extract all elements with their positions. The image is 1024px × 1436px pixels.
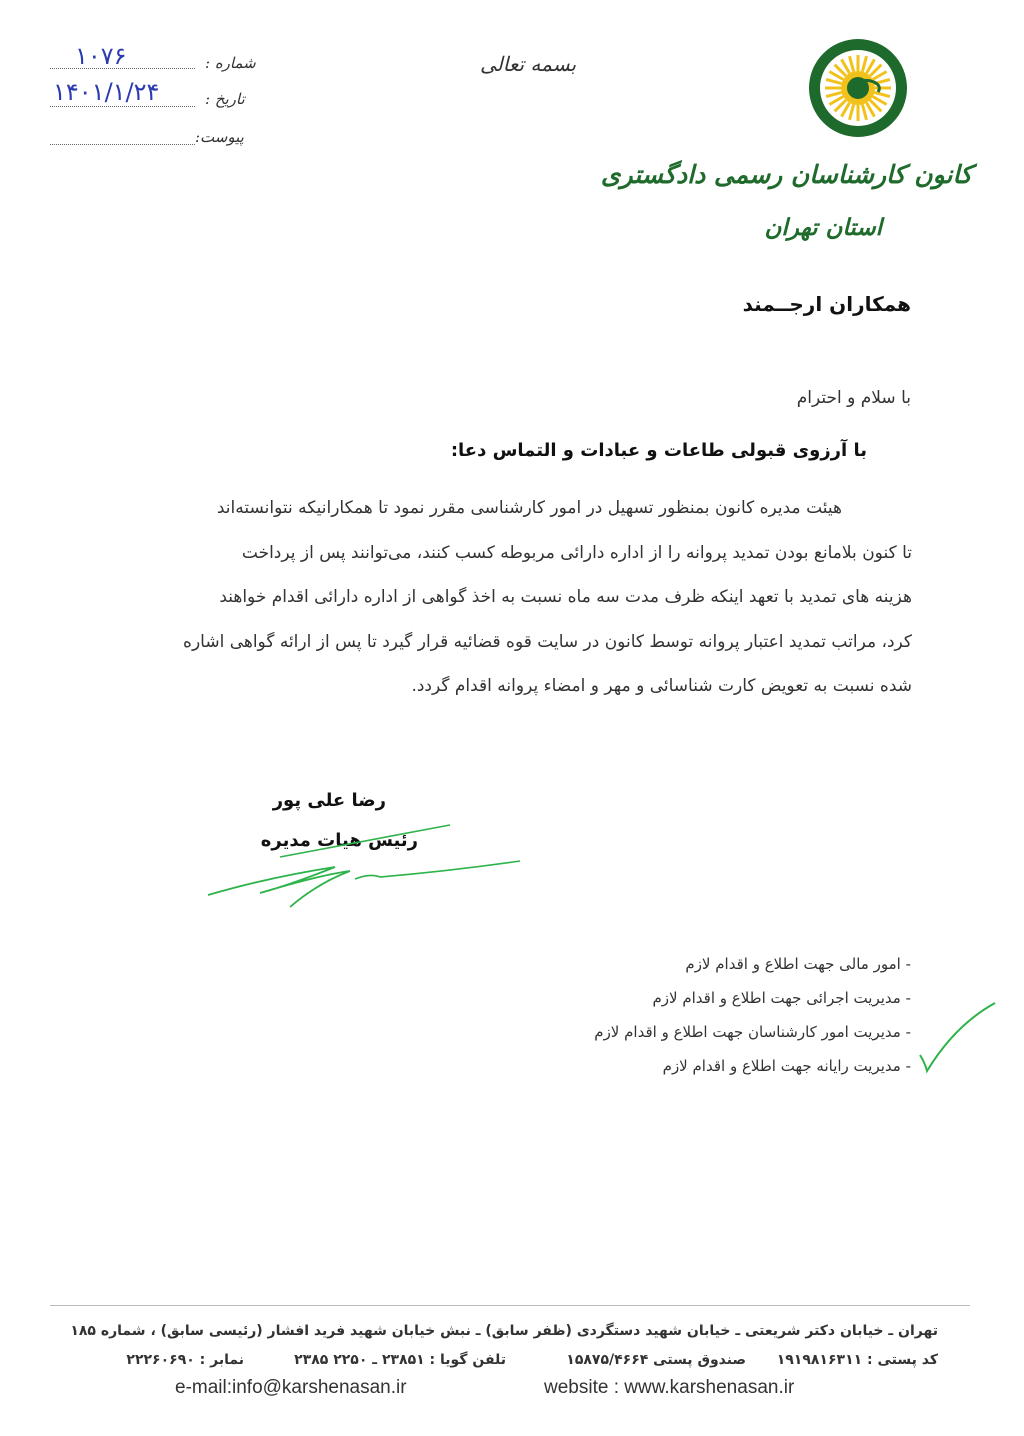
org-logo [808,38,908,138]
footer-website: website : www.karshenasan.ir [544,1377,795,1398]
letter-paragraph [136,486,912,709]
letter-meta [45,40,275,160]
cc-item: - مدیریت رایانه جهت اطلاع و اقدام لازم [662,1057,911,1075]
cc-item: - مدیریت امور کارشناسان جهت اطلاع و اقدام لازم [594,1023,911,1041]
sun-emblem-icon [808,38,908,138]
date-line [50,106,195,107]
footer-address: تهران ـ خیابان دکتر شریعتی ـ خیابان شهید دستگردی (ظفر سابق) ـ نبش خیابان شهید فرید افشار (رئیسی سابق) ، شماره ۱۸۵ [70,1323,938,1339]
letter-attachment-label: پیوست: [195,128,244,146]
cc-item: - مدیریت اجرائی جهت اطلاع و اقدام لازم [652,989,911,1007]
signer-title: رئیس هیات مدیره [260,830,418,851]
footer-phone: تلفن گویا : ۲۳۸۵۱ ـ ۲۲۵۰ ۲۳۸۵ [294,1352,506,1368]
paragraph-line: شده نسبت به تعویض کارت شناسائی و مهر و امضاء پروانه اقدام گردد. [411,676,912,696]
wish-line: با آرزوی قبولی طاعات و عبادات و التماس دعا: [450,440,867,461]
org-name-line2: استان تهران [764,214,882,241]
letter-number-label: شماره : [205,54,256,72]
paragraph-line: هزینه های تمدید با تعهد اینکه ظرف مدت سه ماه نسبت به اخذ گواهی از اداره دارائی اقدام خواهند [219,587,912,607]
letter-number-value: ۱۰۷۶ [75,42,127,70]
letter-date-value: ۱۴۰۱/۱/۲۴ [53,78,160,106]
salutation: با سلام و احترام [796,388,911,408]
letter-date-label: تاریخ : [205,90,245,108]
letter-heading: همکاران ارجــمند [742,292,911,316]
footer-email: e-mail:info@karshenasan.ir [175,1377,407,1398]
signer-name: رضا علی پور [272,790,386,811]
footer-po-box: صندوق پستی ۱۵۸۷۵/۴۶۶۴ [566,1352,746,1368]
paragraph-line: هیئت مدیره کانون بمنظور تسهیل در امور کارشناسی مقرر نمود تا همکارانیکه نتوانسته‌اند [216,498,842,518]
org-name-line1: کانون کارشناسان رسمی دادگستری [600,160,972,189]
footer-fax: نمابر : ۲۲۲۶۰۶۹۰ [126,1352,244,1368]
paragraph-line: تا کنون بلامانع بودن تمدید پروانه را از اداره دارائی مربوطه کسب کنند، می‌توانند پس از پرداخت [241,542,912,563]
footer-divider [50,1305,970,1306]
cc-list [491,947,911,1083]
attachment-line [50,144,195,145]
checkmark-icon [915,995,1005,1075]
handwritten-signature [200,815,540,915]
bismillah: بسمه تعالی [480,52,577,76]
footer-postal-code: کد پستی : ۱۹۱۹۸۱۶۳۱۱ [776,1352,938,1368]
paragraph-line: کرد، مراتب تمدید اعتبار پروانه توسط کانون در سایت قوه قضائیه قرار گیرد تا پس از ارائه گواهی اشاره [183,631,912,652]
cc-item: - امور مالی جهت اطلاع و اقدام لازم [685,955,911,973]
